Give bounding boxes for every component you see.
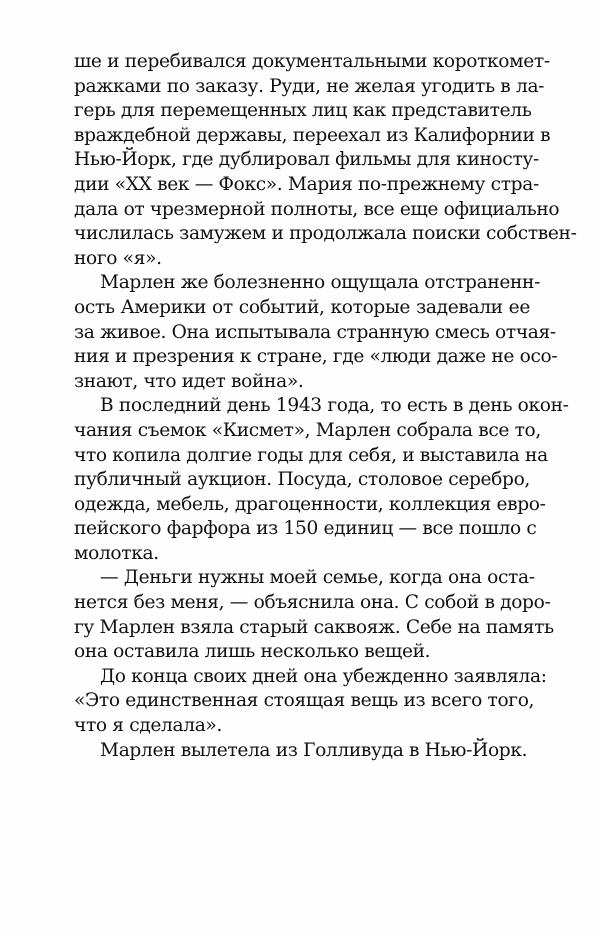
text-line: — Деньги нужны моей семье, когда она оста- [100, 567, 535, 589]
text-line: публичный аукцион. Посуда, столовое серебро, [74, 469, 530, 491]
paragraph [74, 739, 530, 764]
text-line: ражками по заказу. Руди, не желая угодить в ла- [74, 75, 545, 97]
text-line: нется без меня, — объяснила она. С собой в доро- [74, 592, 551, 614]
text-line: ного «я». [74, 247, 162, 269]
text-line: гу Марлен взяла старый саквояж. Себе на память [74, 616, 554, 638]
text-line: Марлен вылетела из Голливуда в Нью-Йорк. [100, 739, 528, 761]
text-line: До конца своих дней она убежденно заявляла: [100, 665, 547, 687]
text-line: числилась замужем и продолжала поиски собствен- [74, 223, 577, 245]
text-line: за живое. Она испытывала странную смесь отчая- [74, 321, 556, 343]
text-line: герь для перемещенных лиц как представитель [74, 100, 532, 122]
text-line: Марлен же болезненно ощущала отстраненн- [100, 272, 541, 294]
text-line: дала от чрезмерной полноты, все еще официально [74, 198, 560, 220]
text-line: молотка. [74, 542, 159, 564]
text-line: дии «XX век — Фокс». Мария по-прежнему стра- [74, 173, 539, 195]
text-line: ше и перебивался документальными короткомет- [74, 51, 550, 72]
text-line: В последний день 1943 года, то есть в день окон- [100, 395, 569, 417]
book-page-text [74, 50, 577, 763]
text-line: чания съемок «Кисмет», Марлен собрала все то, [74, 419, 541, 441]
paragraph [74, 271, 558, 394]
paragraph [74, 394, 569, 566]
text-line: она оставила лишь несколько вещей. [74, 641, 431, 663]
text-line: враждебной державы, переехал из Калифорнии в [74, 124, 551, 146]
text-line: ния и презрения к стране, где «люди даже не осо- [74, 346, 558, 368]
text-line: что копила долгие годы для себя, и выставила на [74, 444, 548, 466]
text-line: знают, что идет война». [74, 370, 304, 392]
text-line: ость Америки от событий, которые задевали ее [74, 296, 530, 318]
text-line: пейского фарфора из 150 единиц — все пошло с [74, 518, 537, 540]
text-line: одежда, мебель, драгоценности, коллекция евро- [74, 493, 546, 515]
text-line: Нью-Йорк, где дублировал фильмы для киносту- [74, 149, 539, 171]
text-line: что я сделала». [74, 715, 223, 737]
text-line: «Это единственная стоящая вещь из всего того, [74, 690, 535, 712]
paragraph [74, 50, 577, 271]
paragraph [74, 566, 554, 664]
paragraph [74, 665, 547, 739]
